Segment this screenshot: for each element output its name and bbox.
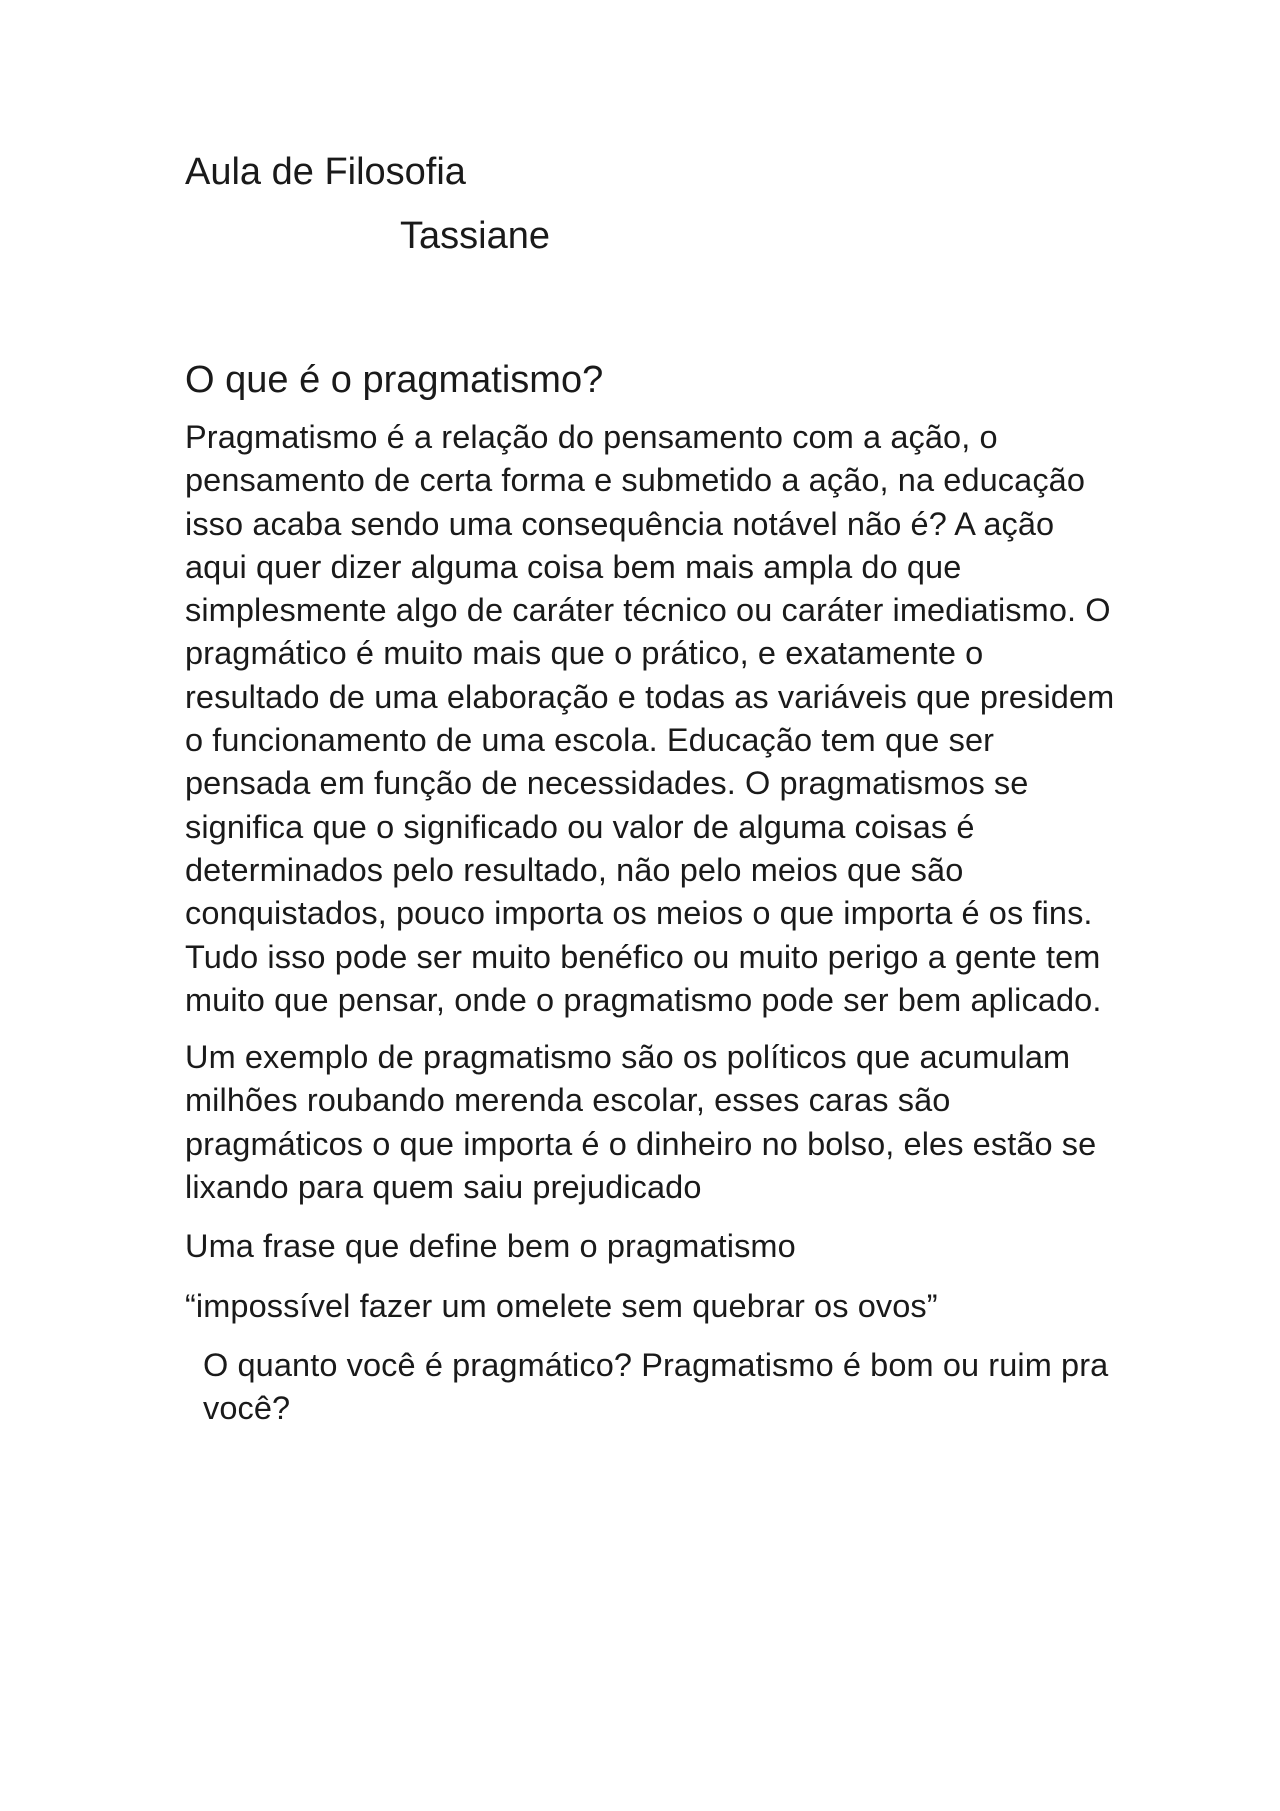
paragraph-quote: “impossível fazer um omelete sem quebrar os ovos” xyxy=(185,1287,938,1324)
document-title: Aula de Filosofia xyxy=(185,151,466,193)
author-name: Tassiane xyxy=(400,215,550,257)
document-body xyxy=(185,150,1125,1431)
paragraph-definition: Pragmatismo é a relação do pensamento com a ação, o pensamento de certa forma e submetido a ação, na educação isso acaba sendo uma consequência notável não é? A ação aqui quer dizer alguma coisa bem mais ampla do que simplesmente algo de caráter técnico ou caráter imediatismo. O pragmático é muito mais que o prático, e exatamente o resultado de uma elaboração e todas as variáveis que presidem o funcionamento de uma escola. Educação tem que ser pensada em função de necessidades. O pragmatismos se significa que o significado ou valor de alguma coisas é determinados pelo resultado, não pelo meios que são conquistados, pouco importa os meios o que importa é os fins. Tudo isso pode ser muito benéfico ou muito perigo a gente tem muito que pensar, onde o pragmatismo pode ser bem aplicado. xyxy=(185,419,1115,1018)
paragraph-example: Um exemplo de pragmatismo são os políticos que acumulam milhões roubando merenda escolar, esses caras são pragmáticos o que importa é o dinheiro no bolso, eles estão se lixando para quem saiu prejudicado xyxy=(185,1039,1097,1206)
paragraph-phrase-intro: Uma frase que define bem o pragmatismo xyxy=(185,1228,796,1265)
section-heading: O que é o pragmatismo? xyxy=(185,359,604,401)
paragraph-closing-question: O quanto você é pragmático? Pragmatismo é bom ou ruim pra você? xyxy=(203,1346,1109,1427)
